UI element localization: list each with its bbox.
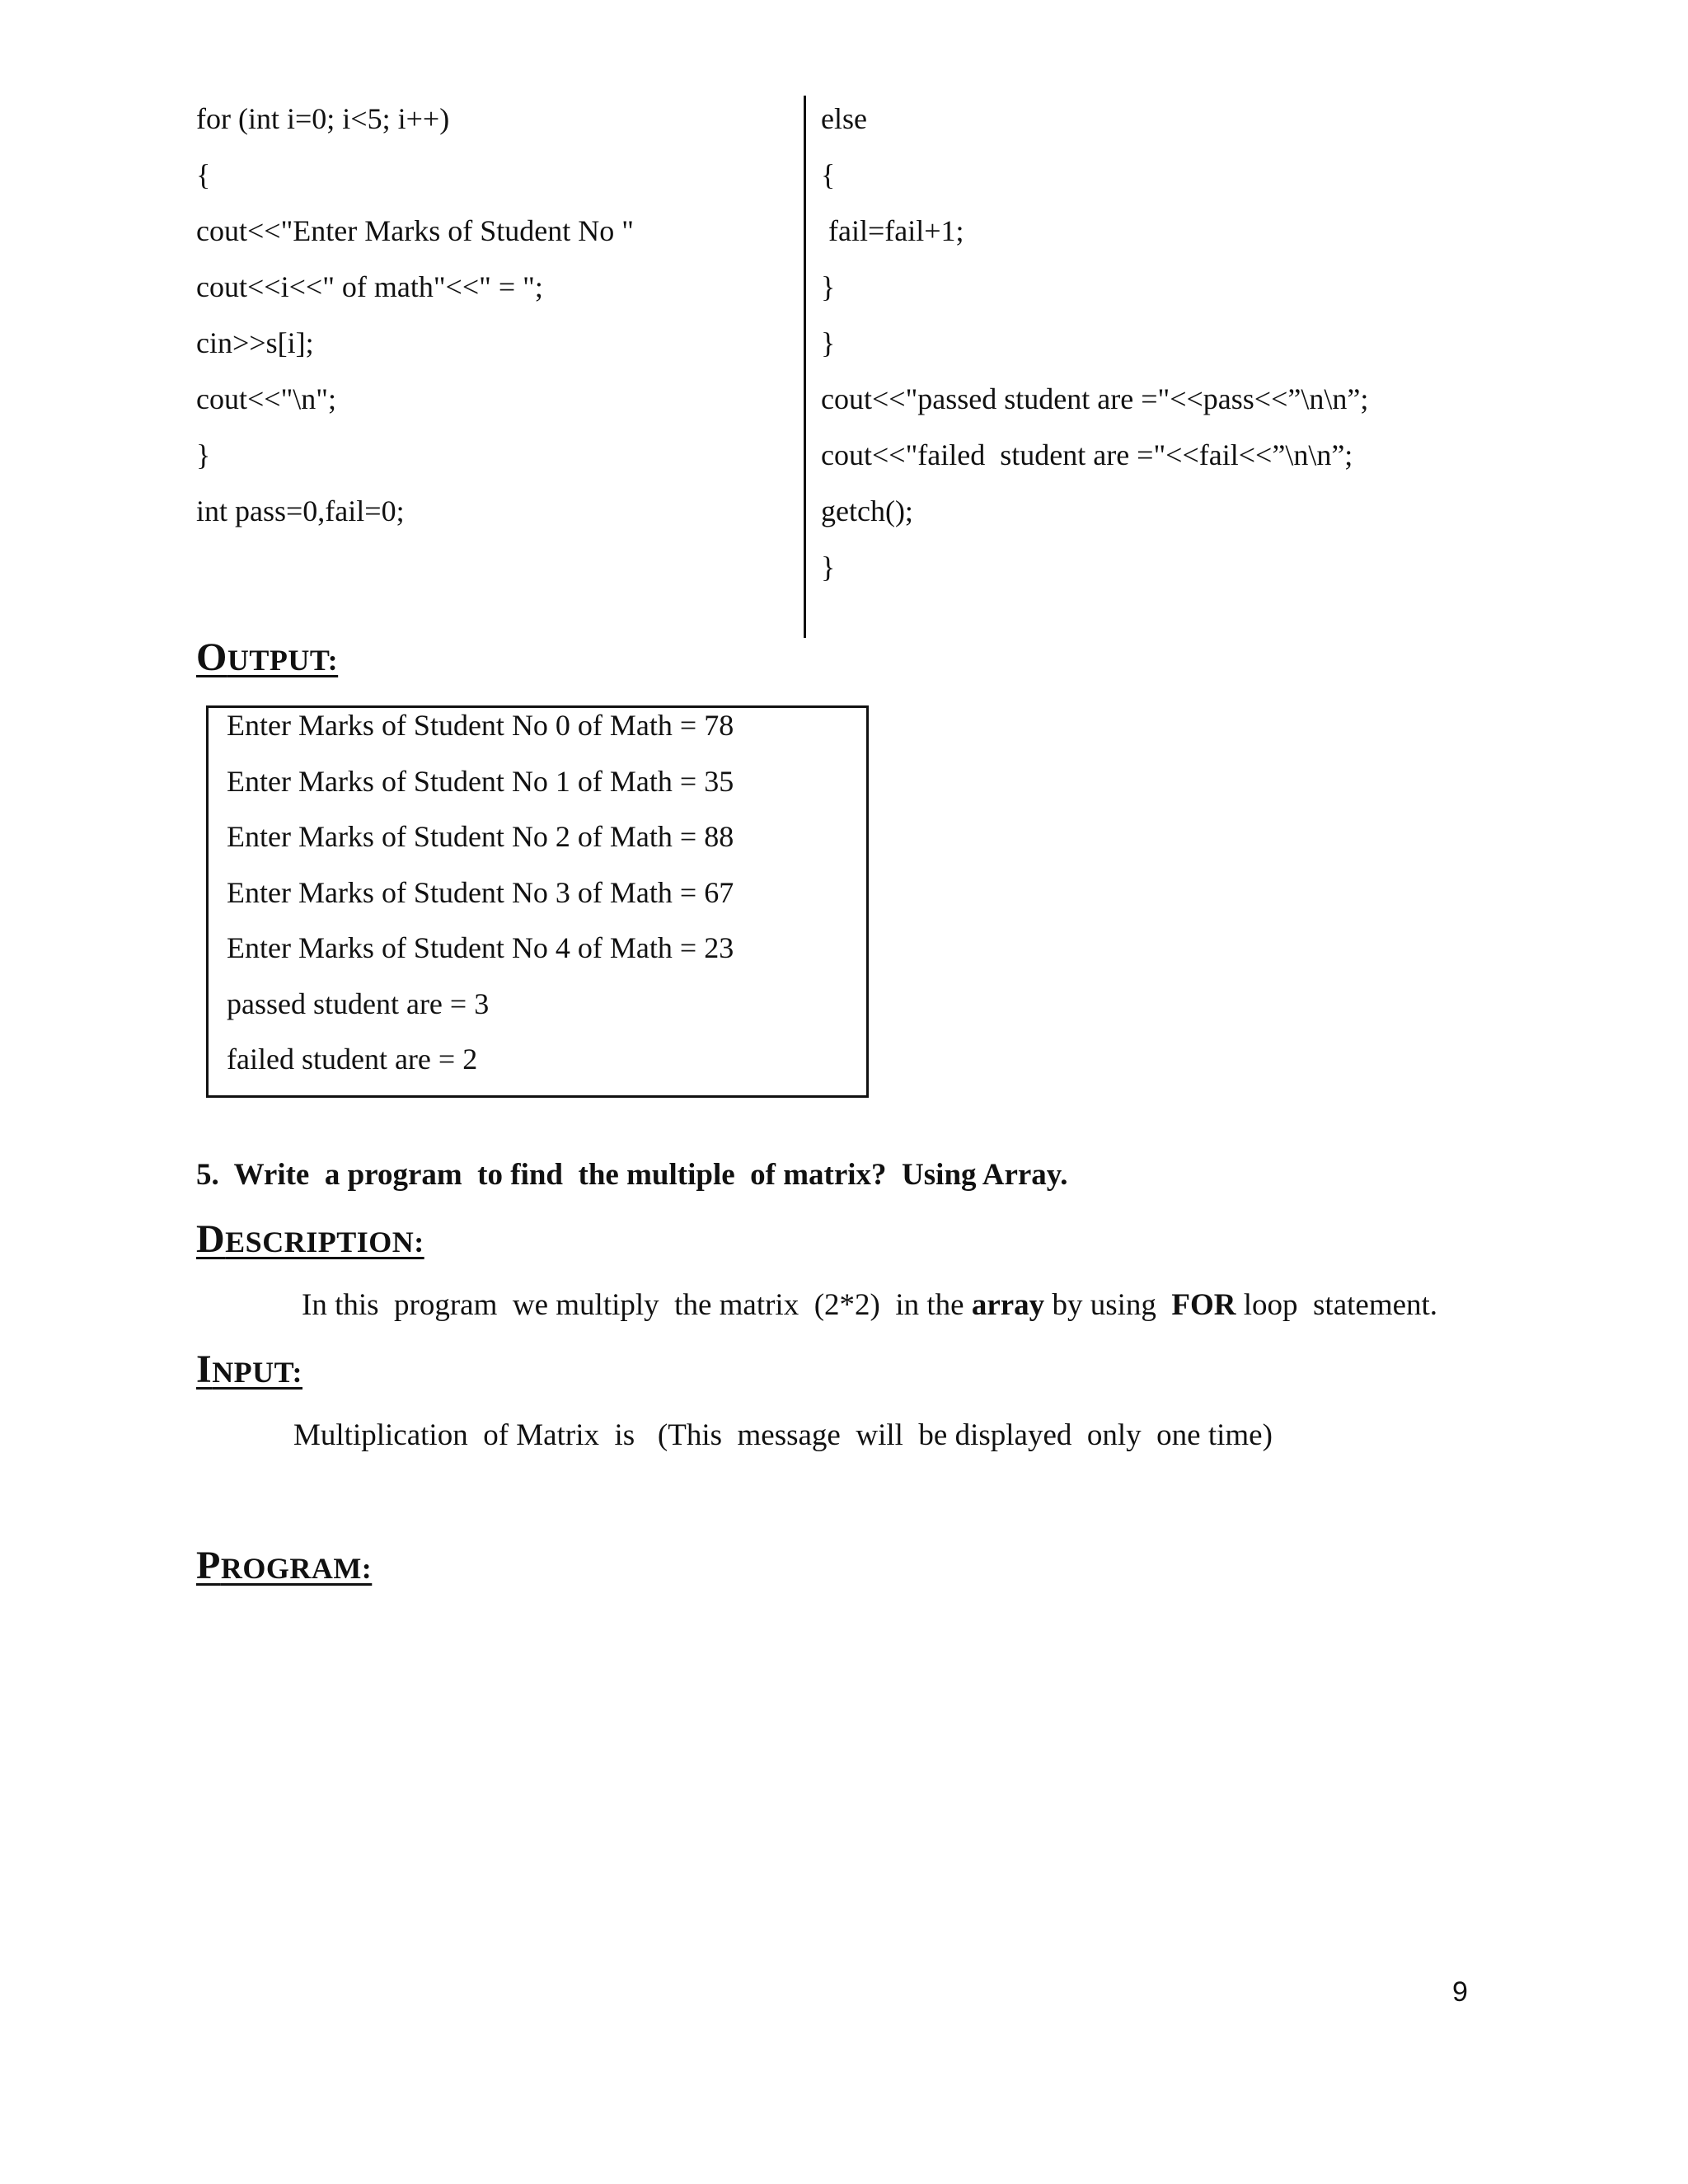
output-line: Enter Marks of Student No 3 of Math = 67 xyxy=(227,876,734,909)
column-divider xyxy=(804,96,806,638)
code-line: cout<<"failed student are ="<<fail<<”\n\n”; xyxy=(821,438,1353,471)
description-text xyxy=(302,1287,1437,1323)
code-line: cin>>s[i]; xyxy=(196,326,314,359)
code-right-column xyxy=(821,91,1368,595)
description-bold-array: array xyxy=(971,1288,1045,1322)
code-line: } xyxy=(821,551,836,583)
code-line: cout<<"Enter Marks of Student No " xyxy=(196,214,634,247)
output-line: failed student are = 2 xyxy=(227,1043,478,1076)
output-line: Enter Marks of Student No 4 of Math = 23 xyxy=(227,931,734,964)
input-heading xyxy=(196,1347,302,1392)
output-line: Enter Marks of Student No 0 of Math = 78 xyxy=(227,709,734,742)
output-line: passed student are = 3 xyxy=(227,987,490,1020)
code-line: fail=fail+1; xyxy=(821,214,964,247)
code-line: int pass=0,fail=0; xyxy=(196,494,405,527)
code-line: } xyxy=(821,270,836,303)
heading-rest: NPUT: xyxy=(212,1356,303,1389)
input-text: Multiplication of Matrix is (This message will be displayed only one time) xyxy=(293,1418,1273,1452)
heading-initial: I xyxy=(196,1347,213,1391)
code-line: } xyxy=(196,438,211,471)
heading-rest: ESCRIPTION: xyxy=(225,1226,424,1258)
code-line: getch(); xyxy=(821,494,913,527)
output-line: Enter Marks of Student No 1 of Math = 35 xyxy=(227,765,734,798)
description-bold-for: FOR xyxy=(1171,1288,1236,1322)
code-line: for (int i=0; i<5; i++) xyxy=(196,102,450,135)
description-part: loop statement. xyxy=(1236,1288,1438,1322)
description-part: In this program we multiply the matrix (2*2) in the xyxy=(302,1288,972,1322)
page-number: 9 xyxy=(1452,1976,1468,2008)
heading-initial: O xyxy=(196,635,227,679)
output-heading xyxy=(196,635,338,680)
code-line: cout<<"\n"; xyxy=(196,382,336,415)
question-title: 5. Write a program to find the multiple of matrix? Using Array. xyxy=(196,1158,1068,1192)
description-part: by using xyxy=(1044,1288,1172,1322)
code-line: } xyxy=(821,326,836,359)
code-line: else xyxy=(821,102,867,135)
heading-rest: ROGRAM: xyxy=(220,1552,373,1585)
heading-rest: UTPUT: xyxy=(227,644,339,677)
code-line: cout<<"passed student are ="<<pass<<”\n\n”; xyxy=(821,382,1369,415)
code-line: cout<<i<<" of math"<<" = "; xyxy=(196,270,543,303)
code-line: { xyxy=(196,158,211,191)
code-line: { xyxy=(821,158,836,191)
heading-initial: P xyxy=(196,1544,221,1587)
code-left-column xyxy=(196,91,634,539)
output-box xyxy=(206,705,869,1098)
heading-initial: D xyxy=(196,1217,226,1261)
description-heading xyxy=(196,1216,424,1262)
output-line: Enter Marks of Student No 2 of Math = 88 xyxy=(227,820,734,853)
program-heading xyxy=(196,1543,372,1588)
